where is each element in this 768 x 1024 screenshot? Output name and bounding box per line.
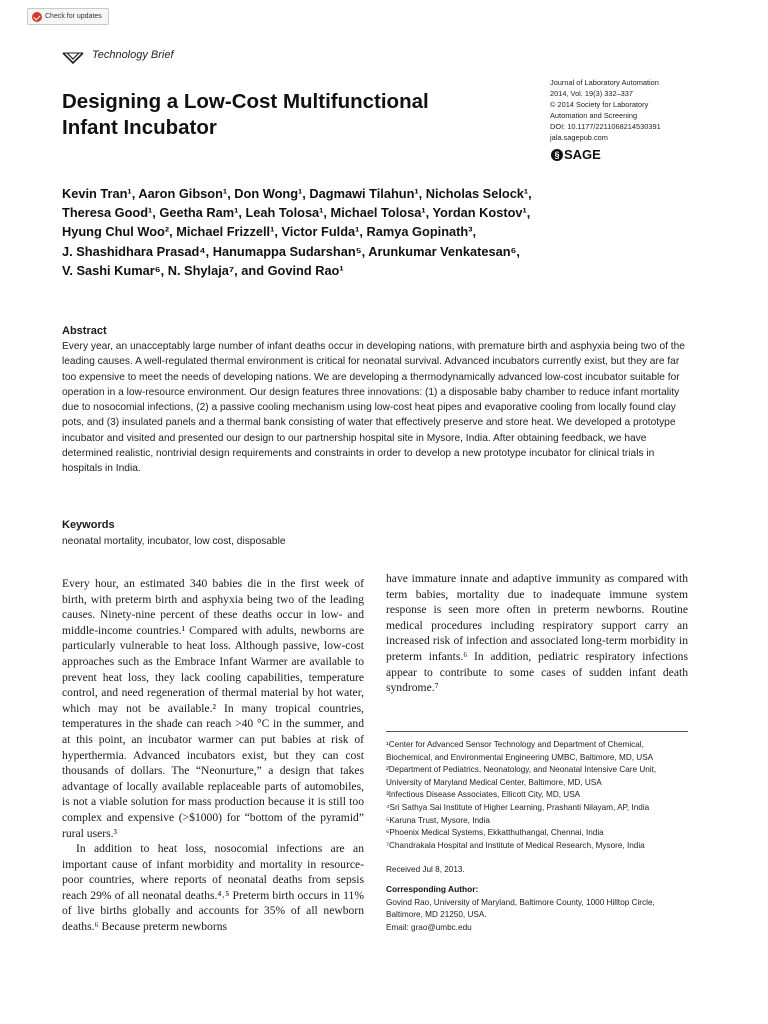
title-line-2: Infant Incubator: [62, 116, 217, 139]
journal-info: [550, 77, 750, 143]
author-line-1: Kevin Tran¹, Aaron Gibson¹, Don Wong¹, Dagmawi Tilahun¹, Nicholas Selock¹,: [62, 186, 532, 201]
sage-logo-icon: §: [551, 149, 563, 161]
affiliation-6: ⁶Phoenix Medical Systems, Ekkatthuthangal, Chennai, India: [386, 828, 604, 838]
journal-name: Journal of Laboratory Automation: [550, 78, 659, 87]
affiliation-5: ⁵Karuna Trust, Mysore, India: [386, 815, 490, 825]
article-title: [62, 89, 512, 141]
affiliation-7: ⁷Chandrakala Hospital and Institute of Medical Research, Mysore, India: [386, 840, 645, 850]
received-date: Received Jul 8, 2013.: [386, 865, 465, 874]
keywords-heading: Keywords: [62, 519, 115, 531]
check-for-updates-button[interactable]: [27, 8, 109, 25]
body-right-column: [386, 571, 688, 696]
corresponding-author: [386, 897, 691, 934]
affiliation-4: ⁴Sri Sathya Sai Institute of Higher Learning, Prashanti Nilayam, AP, India: [386, 802, 650, 812]
section-label: Technology Brief: [92, 49, 174, 61]
corresponding-author-heading: Corresponding Author:: [386, 884, 479, 894]
technology-brief-icon: [62, 51, 84, 65]
journal-doi[interactable]: DOI: 10.1177/2211068214530391: [550, 122, 661, 131]
body-paragraph-2: In addition to heat loss, nosocomial infections are an important cause of infant morbidity and mortality in resource-poor countries, where reports of neonatal deaths from sepsis reach 29% of all neonatal deaths.⁴˒⁵ Preterm birth occurs in 11% of live births globally and accounts for 35% of all newborn deaths.⁶ Because preterm newborns: [62, 842, 364, 934]
body-left-column: [62, 576, 364, 935]
affiliation-2: ²Department of Pediatrics, Neonatology, and Neonatal Intensive Care Unit, University of Maryland Medical Center, Baltimore, MD, USA: [386, 765, 657, 787]
author-line-4: J. Shashidhara Prasad⁴, Hanumappa Sudarshan⁵, Arunkumar Venkatesan⁶,: [62, 243, 520, 259]
journal-copyright-2: Automation and Screening: [550, 111, 638, 120]
check-for-updates-label: Check for updates: [45, 13, 102, 20]
publisher-name: SAGE: [564, 147, 601, 162]
author-line-3: Hyung Chul Woo², Michael Frizzell¹, Victor Fulda¹, Ramya Gopinath³,: [62, 224, 477, 240]
corresponding-author-email[interactable]: Email: grao@umbc.edu: [386, 922, 472, 932]
affiliation-3: ³Infectious Disease Associates, Ellicott City, MD, USA: [386, 790, 581, 800]
footnote-divider: [386, 731, 688, 732]
corresponding-author-address: Govind Rao, University of Maryland, Baltimore County, 1000 Hilltop Circle, Baltimore, MD 21250, USA.: [386, 898, 655, 920]
abstract-text: Every year, an unacceptably large number of infant deaths occur in developing nations, with premature birth and asphyxia being two of the leading causes. A well-regulated thermal environment is critical for neonatal survival. Advanced incubators currently exist, but they are far too expensive to meet the needs of developing nations. We are developing a thermodynamically advanced low-cost incubator suitable for operation in a low-resource environment. Our design features three innovations: (1) a disposable baby chamber to reduce infant mortality due to nosocomial infections, (2) a passive cooling mechanism using low-cost heat pipes and evaporative cooling from locally found clay pots, and (3) insulated panels and a thermal bank consisting of water that effectively preserve and store heat. We developed a prototype incubator and visited and presented our design to our partnership hospital site in Mysore, India. After obtaining feedback, we have determined realistic, nontrivial design requirements and constraints in order to develop a new prototype incubator for clinical trials in hospitals in India.: [62, 341, 685, 475]
body-paragraph-1: Every hour, an estimated 340 babies die in the first week of birth, with preterm birth and asphyxia being two of the leading causes. Ninety-nine percent of these deaths occur in low- and middle-income countries.¹ Compared with adults, newborns are particularly vulnerable to heat loss. Although passive, low-cost approaches such as the Embrace Infant Warmer are available to prevent heat loss, they lack cooling capabilities, temperature control, and need regeneration of thermal material by hot water, which may not be available.² In many tropical countries, temperatures in the shade can reach >40 °C in the summer, and at this point, an incubator warmer can put babies at risk of hyperthermia. Advanced incubators exist, but they can cost thousands of dollars. The “Neonurture,” a design that takes advantage of locally available replaceable parts of automobiles, is not a viable solution for mass production because it is still too complex and expensive (>$1000) for “bottom of the pyramid” rural users.³: [62, 577, 364, 840]
affiliations: [386, 739, 691, 852]
journal-volume: 2014, Vol. 19(3) 332–337: [550, 89, 634, 98]
affiliation-1: ¹Center for Advanced Sensor Technology and Department of Chemical, Biochemical, and Environmental Engineering UMBC, Baltimore, MD, USA: [386, 740, 654, 762]
check-updates-icon: [32, 12, 42, 22]
journal-site[interactable]: jala.sagepub.com: [550, 133, 608, 142]
keywords-text: neonatal mortality, incubator, low cost, disposable: [62, 536, 286, 547]
title-line-1: Designing a Low-Cost Multifunctional: [62, 90, 429, 113]
body-paragraph-3: have immature innate and adaptive immunity as compared with term babies, mortality due to inadequate immune system response is seen more often in preterm newborns. Routine medical procedures including respiratory support carry an increased risk of infection and associated long-term morbidity in preterm infants.⁶ In addition, pediatric respiratory infections appear to contribute to some cases of sudden infant death syndrome.⁷: [386, 572, 688, 695]
author-list: [62, 184, 682, 280]
journal-copyright-1: © 2014 Society for Laboratory: [550, 100, 649, 109]
sage-logo: [551, 147, 601, 162]
author-line-2: Theresa Good¹, Geetha Ram¹, Leah Tolosa¹, Michael Tolosa¹, Yordan Kostov¹,: [62, 205, 531, 221]
author-line-5: V. Sashi Kumar⁶, N. Shylaja⁷, and Govind Rao¹: [62, 262, 344, 278]
abstract-heading: Abstract: [62, 325, 107, 337]
